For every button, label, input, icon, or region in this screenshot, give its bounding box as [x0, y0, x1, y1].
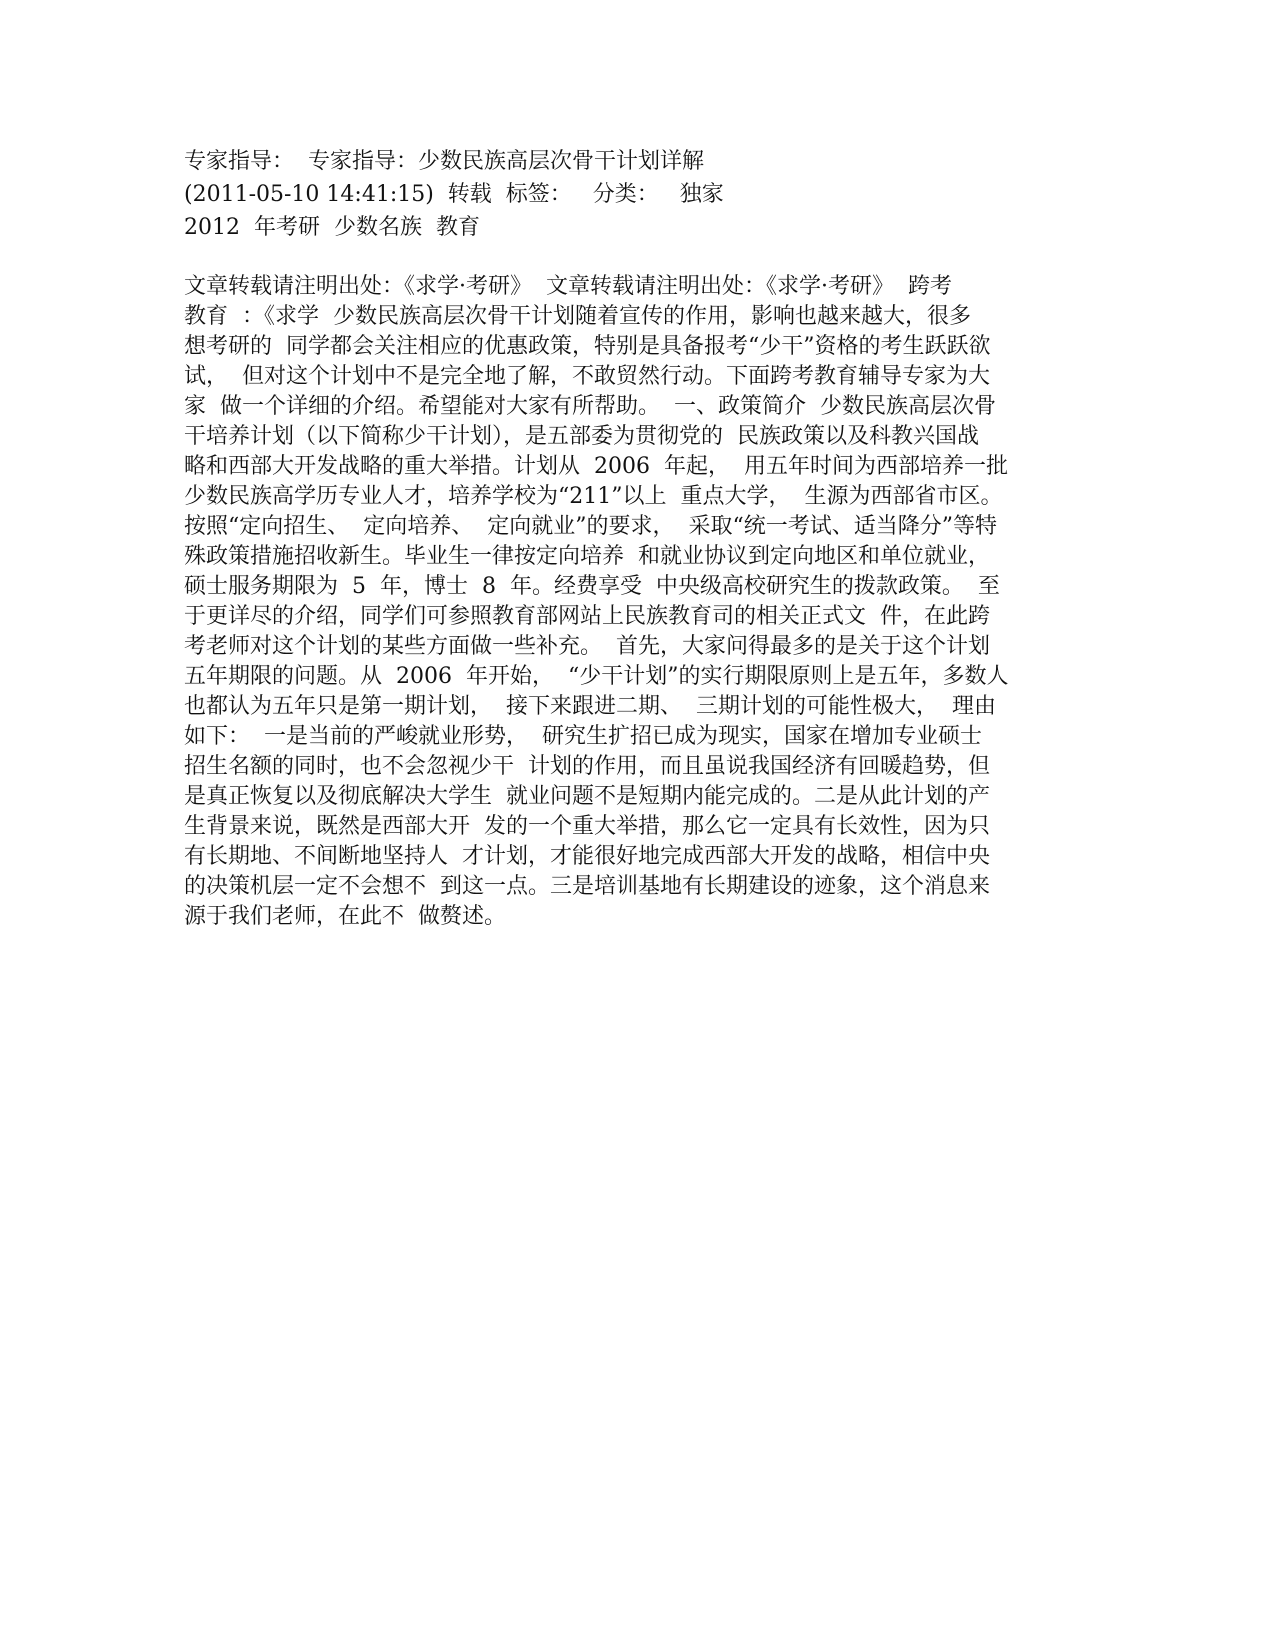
- body-text-line: 也都认为五年只是第一期计划， 接下来跟进二期、 三期计划的可能性极大， 理由: [184, 694, 996, 719]
- body-text-line: 家 做一个详细的介绍。希望能对大家有所帮助。 一、政策简介 少数民族高层次骨: [184, 394, 996, 419]
- body-text-line: 少数民族高学历专业人才，培养学校为“211”以上 重点大学， 生源为西部省市区。: [184, 484, 1003, 509]
- body-text-line: 如下： 一是当前的严峻就业形势， 研究生扩招已成为现实，国家在增加专业硕士: [184, 724, 982, 749]
- body-text-line: 于更详尽的介绍，同学们可参照教育部网站上民族教育司的相关正式文 件，在此跨: [184, 604, 990, 629]
- body-text-line: 五年期限的问题。从 2006 年开始， “少干计划”的实行期限原则上是五年，多数人: [184, 664, 1009, 689]
- body-text-line: 干培养计划（以下简称少干计划），是五部委为贯彻党的 民族政策以及科教兴国战: [184, 424, 979, 449]
- article-body: [184, 272, 1084, 932]
- body-text-line: 考老师对这个计划的某些方面做一些补充。 首先，大家问得最多的是关于这个计划: [184, 634, 990, 659]
- body-text-line: 文章转载请注明出处：《求学·考研》 文章转载请注明出处：《求学·考研》 跨考: [184, 274, 952, 299]
- body-text-line: 有长期地、不间断地坚持人 才计划，才能很好地完成西部大开发的战略，相信中央: [184, 844, 990, 869]
- body-text-line: 略和西部大开发战略的重大举措。计划从 2006 年起， 用五年时间为西部培养一批: [184, 454, 1008, 479]
- body-text-line: 按照“定向招生、 定向培养、 定向就业”的要求， 采取“统一考试、适当降分”等特: [184, 514, 997, 539]
- body-text-line: 硕士服务期限为 5 年，博士 8 年。经费享受 中央级高校研究生的拨款政策。 至: [184, 574, 1000, 599]
- body-text-line: 的决策机层一定不会想不 到这一点。三是培训基地有长期建设的迹象，这个消息来: [184, 874, 990, 899]
- body-text-line: 殊政策措施招收新生。毕业生一律按定向培养 和就业协议到定向地区和单位就业，: [184, 544, 990, 569]
- body-text-line: 教育 ：《求学 少数民族高层次骨干计划随着宣传的作用，影响也越来越大，很多: [184, 304, 971, 329]
- body-text-line: 想考研的 同学都会关注相应的优惠政策，特别是具备报考“少干”资格的考生跃跃欲: [184, 334, 991, 359]
- body-text-line: 源于我们老师，在此不 做赘述。: [184, 904, 506, 929]
- document-header: [184, 145, 1084, 244]
- article-tags-line: 2012 年考研 少数名族 教育: [184, 215, 480, 240]
- body-text-line: 试， 但对这个计划中不是完全地了解，不敢贸然行动。下面跨考教育辅导专家为大: [184, 364, 990, 389]
- body-text-line: 生背景来说，既然是西部大开 发的一个重大举措，那么它一定具有长效性，因为只: [184, 814, 990, 839]
- body-text-line: 是真正恢复以及彻底解决大学生 就业问题不是短期内能完成的。二是从此计划的产: [184, 784, 990, 809]
- article-meta-line: (2011-05-10 14:41:15) 转载 标签： 分类： 独家: [184, 182, 724, 207]
- body-text-line: 招生名额的同时，也不会忽视少干 计划的作用，而且虽说我国经济有回暖趋势，但: [184, 754, 990, 779]
- article-title-line: 专家指导： 专家指导：少数民族高层次骨干计划详解: [184, 149, 704, 174]
